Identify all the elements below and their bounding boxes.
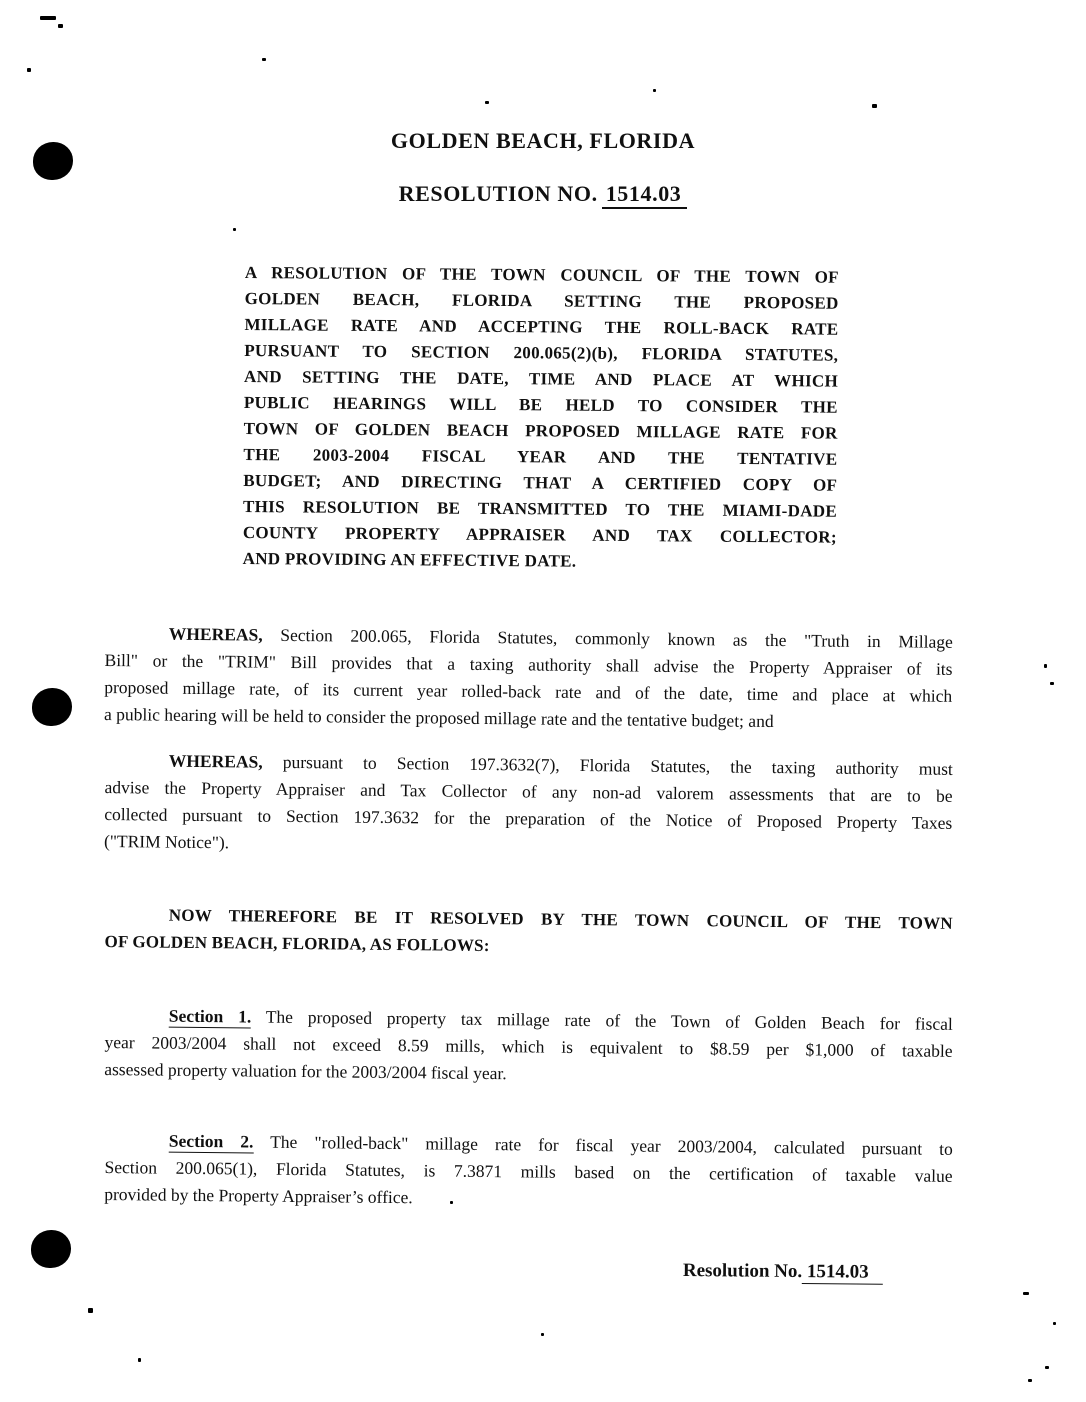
scan-speckle bbox=[1045, 1366, 1049, 1369]
caption-line: AND SETTING THE DATE, TIME AND PLACE AT WHICH bbox=[244, 366, 839, 391]
document-town-title bbox=[0, 128, 1086, 154]
caption-line: TOWN OF GOLDEN BEACH PROPOSED MILLAGE RATE FOR bbox=[243, 418, 838, 443]
caption-line: BUDGET; AND DIRECTING THAT A CERTIFIED COPY OF bbox=[243, 470, 838, 495]
section-2-heading: Section 2. bbox=[168, 1130, 254, 1152]
section-1-heading: Section 1. bbox=[168, 1005, 252, 1027]
paragraph-line: Section 200.065(1), Florida Statutes, is 7.3871 mills based on the certification of taxable value bbox=[104, 1156, 953, 1186]
scan-speckle bbox=[872, 104, 877, 108]
paragraph-line: assessed property valuation for the 2003/2004 fiscal year. bbox=[104, 1058, 507, 1084]
whereas-lead: WHEREAS, bbox=[168, 623, 263, 645]
caption-line: A RESOLUTION OF THE TOWN COUNCIL OF THE TOWN OF bbox=[244, 262, 839, 287]
scan-speckle bbox=[58, 24, 63, 28]
document-resolution-title bbox=[0, 181, 1086, 207]
hole-punch-mark bbox=[32, 688, 72, 726]
scan-speckle bbox=[27, 68, 31, 72]
whereas-paragraph-1 bbox=[104, 620, 953, 737]
whereas-lead: WHEREAS, bbox=[168, 750, 263, 772]
caption-line: GOLDEN BEACH, FLORIDA SETTING THE PROPOSED bbox=[244, 288, 839, 313]
scan-speckle bbox=[138, 1358, 141, 1362]
scan-speckle bbox=[1050, 682, 1054, 685]
paragraph-line: advise the Property Appraiser and Tax Collector of any non-ad valorem assessments that are to be bbox=[104, 776, 953, 806]
caption-line: AND PROVIDING AN EFFECTIVE DATE. bbox=[242, 548, 577, 571]
scan-speckle bbox=[40, 16, 56, 20]
whereas-paragraph-2 bbox=[104, 747, 953, 864]
paragraph-text: Section 200.065, Florida Statutes, commonly known as the "Truth in Millage bbox=[262, 624, 953, 652]
scan-speckle bbox=[485, 101, 489, 104]
footer-label: Resolution No. bbox=[682, 1260, 803, 1283]
scan-speckle bbox=[262, 58, 266, 61]
section-2-paragraph bbox=[104, 1127, 953, 1217]
paragraph-text: The "rolled-back" millage rate for fiscal year 2003/2004, calculated pursuant to bbox=[253, 1131, 953, 1159]
scan-speckle bbox=[653, 89, 656, 92]
section-1-paragraph bbox=[104, 1002, 953, 1092]
caption-line: THIS RESOLUTION BE TRANSMITTED TO THE MIAMI-DADE bbox=[242, 496, 838, 521]
footer-resolution-number: 1514.03 bbox=[802, 1261, 884, 1283]
scan-speckle bbox=[1023, 1292, 1029, 1295]
scan-speckle bbox=[1044, 664, 1047, 668]
resolution-number: 1514.03 bbox=[602, 181, 688, 209]
paragraph-line: ("TRIM Notice"). bbox=[103, 830, 230, 853]
scan-speckle bbox=[541, 1333, 544, 1336]
town-title-text: GOLDEN BEACH, FLORIDA bbox=[390, 128, 696, 153]
paragraph-line: year 2003/2004 shall not exceed 8.59 mills, which is equivalent to $8.59 per $1,000 of taxable bbox=[104, 1031, 953, 1061]
scan-speckle bbox=[1028, 1379, 1032, 1382]
paragraph-text: pursuant to Section 197.3632(7), Florida Statutes, the taxing authority must bbox=[262, 751, 953, 779]
paragraph-line: collected pursuant to Section 197.3632 for the preparation of the Notice of Proposed Property Taxes bbox=[104, 803, 953, 833]
scan-speckle bbox=[88, 1308, 93, 1313]
now-therefore-clause bbox=[104, 901, 953, 964]
paragraph-line: OF GOLDEN BEACH, FLORIDA, AS FOLLOWS: bbox=[104, 931, 490, 956]
resolution-caption-block bbox=[243, 260, 839, 577]
caption-line: THE 2003-2004 FISCAL YEAR AND THE TENTATIVE bbox=[243, 444, 838, 469]
paragraph-text: The proposed property tax millage rate of the Town of Golden Beach for fiscal bbox=[251, 1006, 953, 1034]
resolution-label: RESOLUTION NO. bbox=[398, 181, 598, 206]
hole-punch-mark bbox=[31, 1230, 71, 1268]
paragraph-line: a public hearing will be held to consider the proposed millage rate and the tentative budget; and bbox=[103, 703, 774, 732]
paragraph-line: provided by the Property Appraiser’s office. bbox=[104, 1183, 413, 1208]
paragraph-line: Bill" or the "TRIM" Bill provides that a taxing authority shall advise the Property Appraiser of its bbox=[104, 649, 953, 679]
paragraph-line: proposed millage rate, of its current year rolled-back rate and of the date, time and place at which bbox=[104, 676, 953, 706]
caption-line: PURSUANT TO SECTION 200.065(2)(b), FLORIDA STATUTES, bbox=[244, 340, 839, 365]
caption-line: PUBLIC HEARINGS WILL BE HELD TO CONSIDER THE bbox=[243, 392, 838, 417]
paragraph-line: NOW THEREFORE BE IT RESOLVED BY THE TOWN COUNCIL OF THE TOWN bbox=[168, 905, 953, 933]
scan-speckle bbox=[233, 228, 236, 231]
scan-speckle bbox=[1053, 1322, 1056, 1325]
footer-resolution-reference bbox=[683, 1260, 883, 1284]
caption-line: COUNTY PROPERTY APPRAISER AND TAX COLLECTOR; bbox=[242, 522, 837, 547]
caption-line: MILLAGE RATE AND ACCEPTING THE ROLL-BACK RATE bbox=[244, 314, 839, 339]
